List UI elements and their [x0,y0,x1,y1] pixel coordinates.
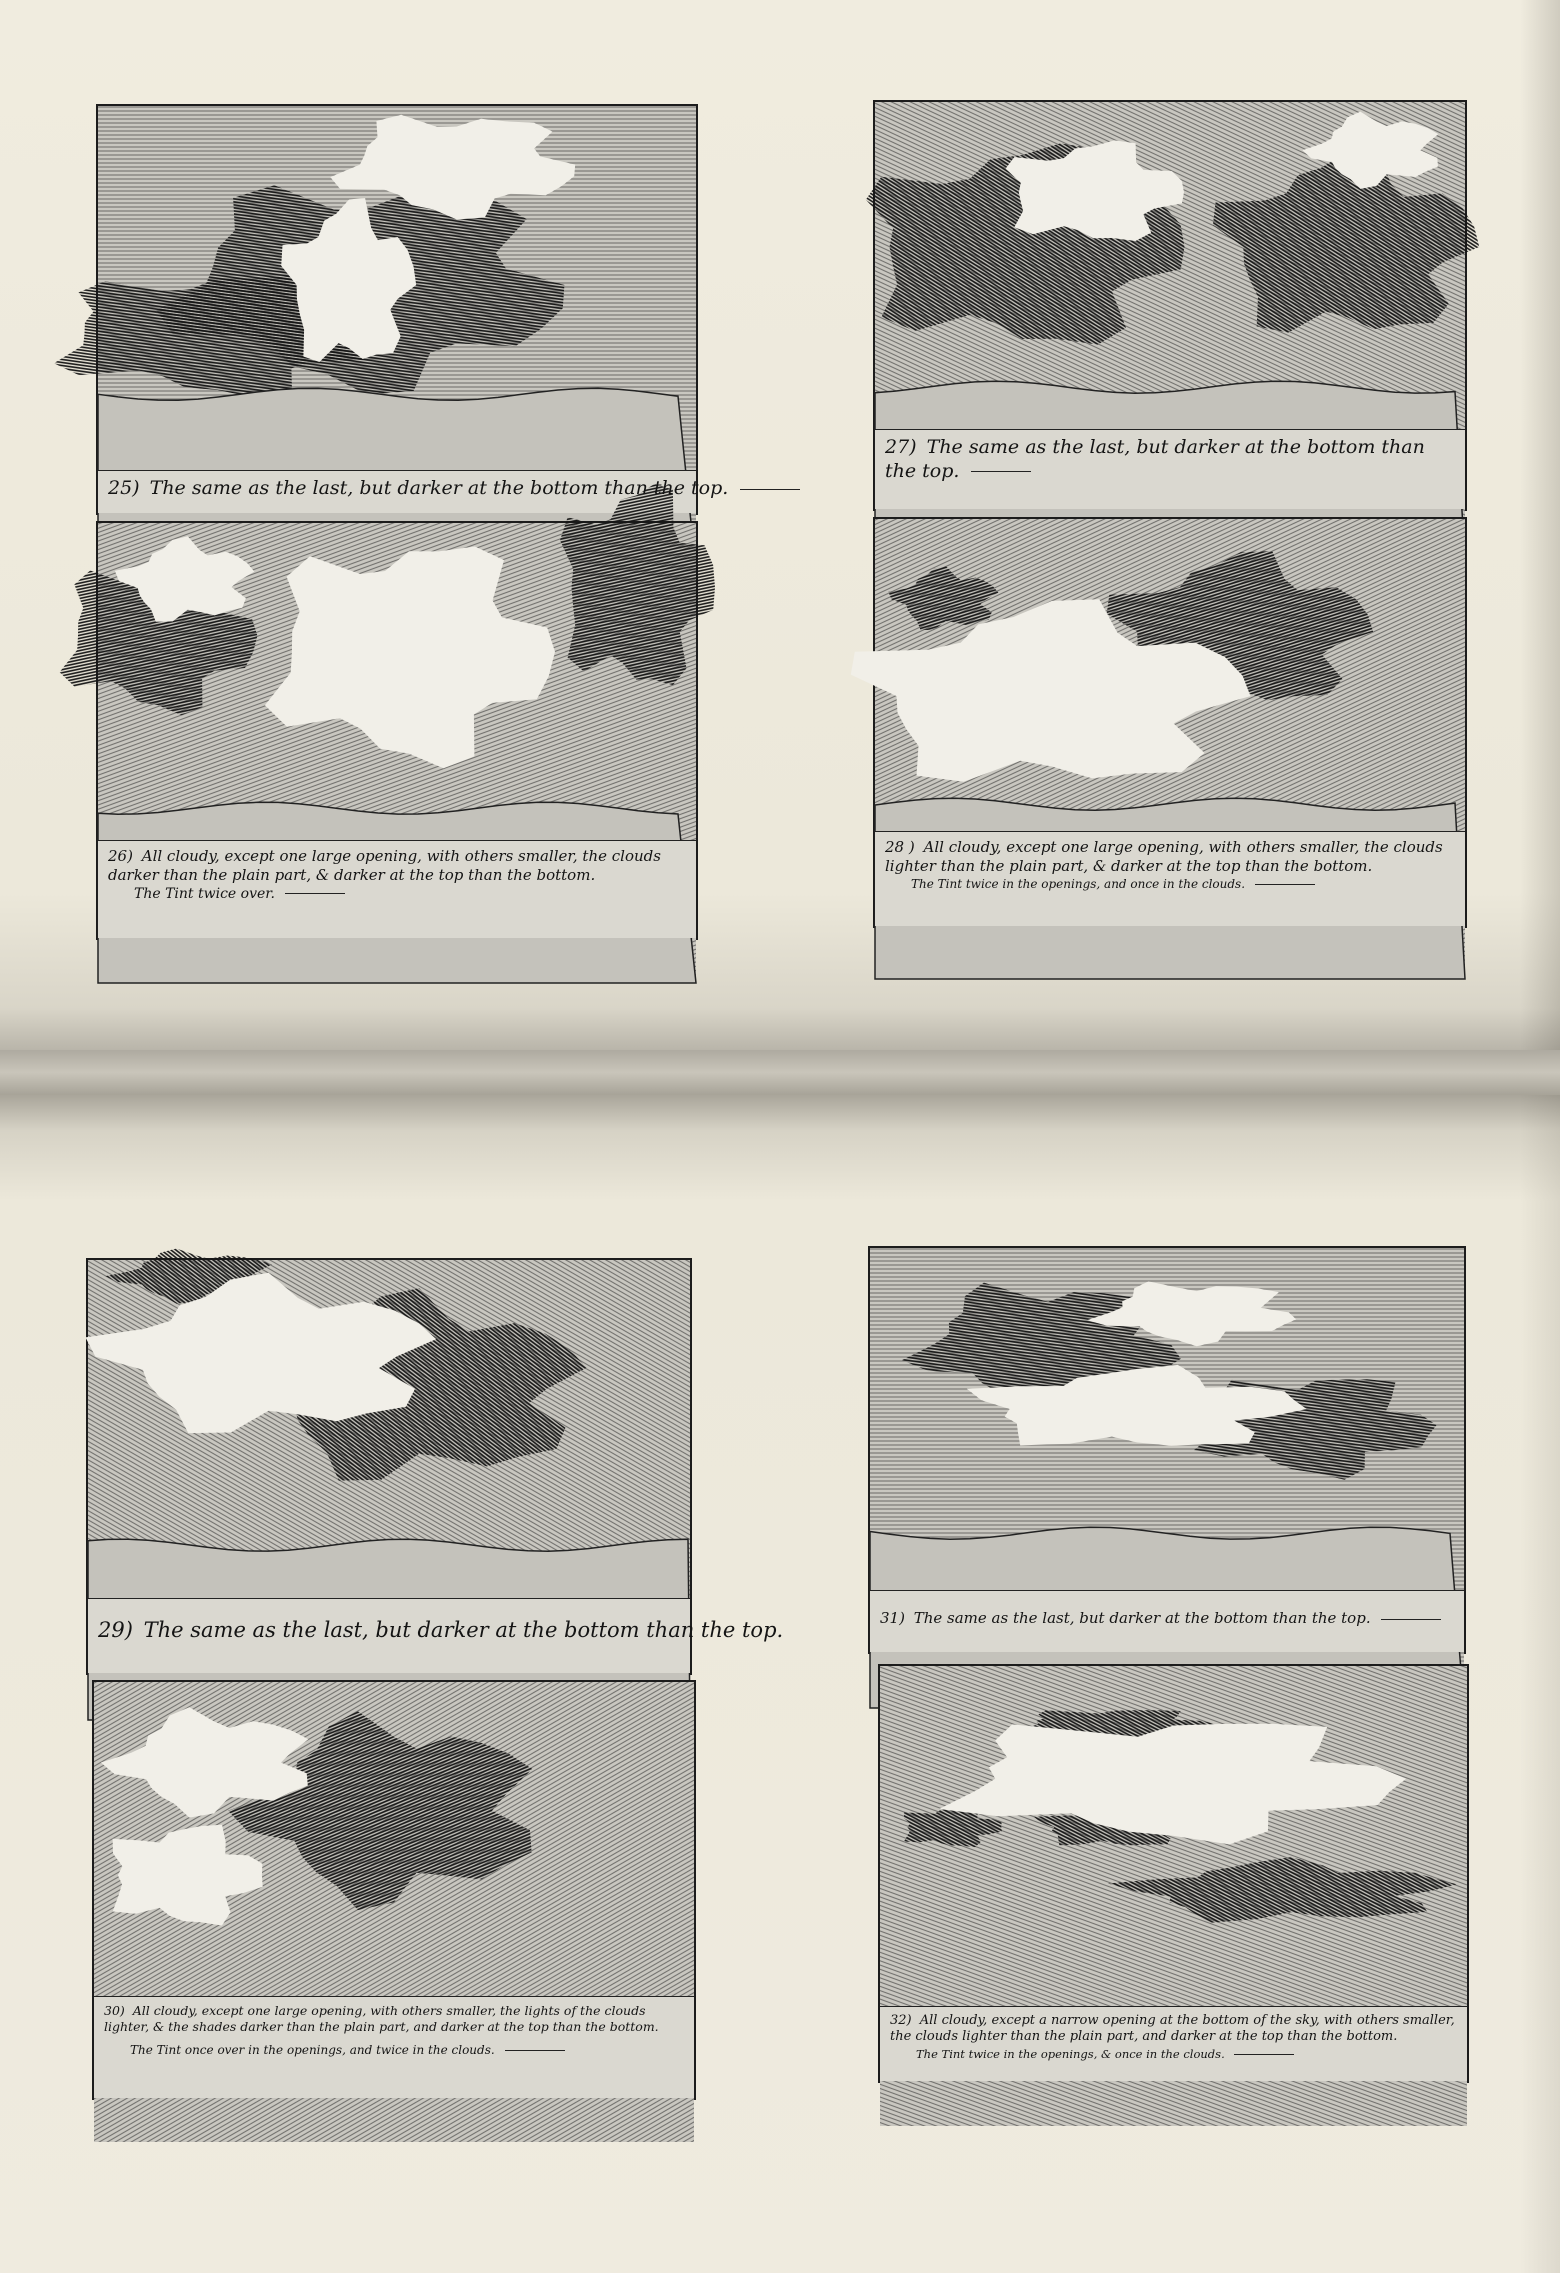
caption-text: The same as the last, but darker at the bottom than the top. [913,1609,1371,1627]
plate-27-caption [875,429,1465,509]
plate-29 [86,1258,784,1675]
caption-dash [971,471,1031,472]
plate-31 [868,1246,1466,1654]
caption-dash [1381,1619,1441,1620]
caption-dash [1255,884,1315,885]
plate-number: 26) [108,847,133,865]
caption-text: The same as the last, but darker at the bottom than the top. [885,436,1425,482]
plate-25 [96,104,729,515]
plate-25-caption [98,470,729,513]
plate-number: 28 ) [885,838,915,856]
plate-number: 29) [98,1618,133,1642]
plate-31-caption [870,1590,1464,1652]
page-edge-shadow [1520,0,1560,1050]
plate-number: 30) [104,2003,125,2018]
plate-number: 32) [890,2013,912,2028]
caption-dash [1234,2054,1294,2055]
plate-29-caption [88,1598,784,1673]
caption-note: The Tint twice over. [134,885,275,902]
plate-27 [873,100,1467,511]
plate-number: 27) [885,436,917,458]
caption-text: All cloudy, except one large opening, with others smaller, the clouds lighter than the plain part, & darker at the top than the bottom. [885,838,1443,875]
caption-text: All cloudy, except one large opening, with others smaller, the clouds darker than the plain part, & darker at the top than the bottom. [108,847,661,884]
plate-26-caption [98,840,696,938]
page-edge-shadow [1520,1095,1560,2273]
caption-text: All cloudy, except one large opening, with others smaller, the lights of the clouds lighter, & the shades darker than the plain part, and darker at the top than the bottom. [104,2003,659,2034]
caption-text: The same as the last, but darker at the bottom than the top. [149,477,729,499]
caption-note: The Tint once over in the openings, and twice in the clouds. [130,2043,495,2058]
plate-number: 31) [880,1609,905,1627]
plate-28-caption [875,831,1465,926]
plate-26 [96,521,698,940]
plate-30-caption [94,1996,694,2098]
caption-dash [740,489,800,490]
plate-number: 25) [108,477,140,499]
caption-note: The Tint twice in the openings, and once in the clouds. [911,876,1246,891]
plate-28 [873,517,1467,928]
plate-32 [878,1664,1469,2083]
plate-32-caption [880,2006,1467,2081]
caption-note: The Tint twice in the openings, & once in the clouds. [916,2046,1225,2061]
page-gutter-shadow [0,1050,1560,1095]
caption-text: All cloudy, except a narrow opening at the bottom of the sky, with others smaller, the clouds lighter than the plain part, and darker at the top than the bottom. [890,2013,1455,2045]
plate-30 [92,1680,696,2100]
caption-dash [505,2050,565,2051]
caption-text: The same as the last, but darker at the bottom than the top. [143,1618,784,1642]
caption-dash [285,893,345,894]
